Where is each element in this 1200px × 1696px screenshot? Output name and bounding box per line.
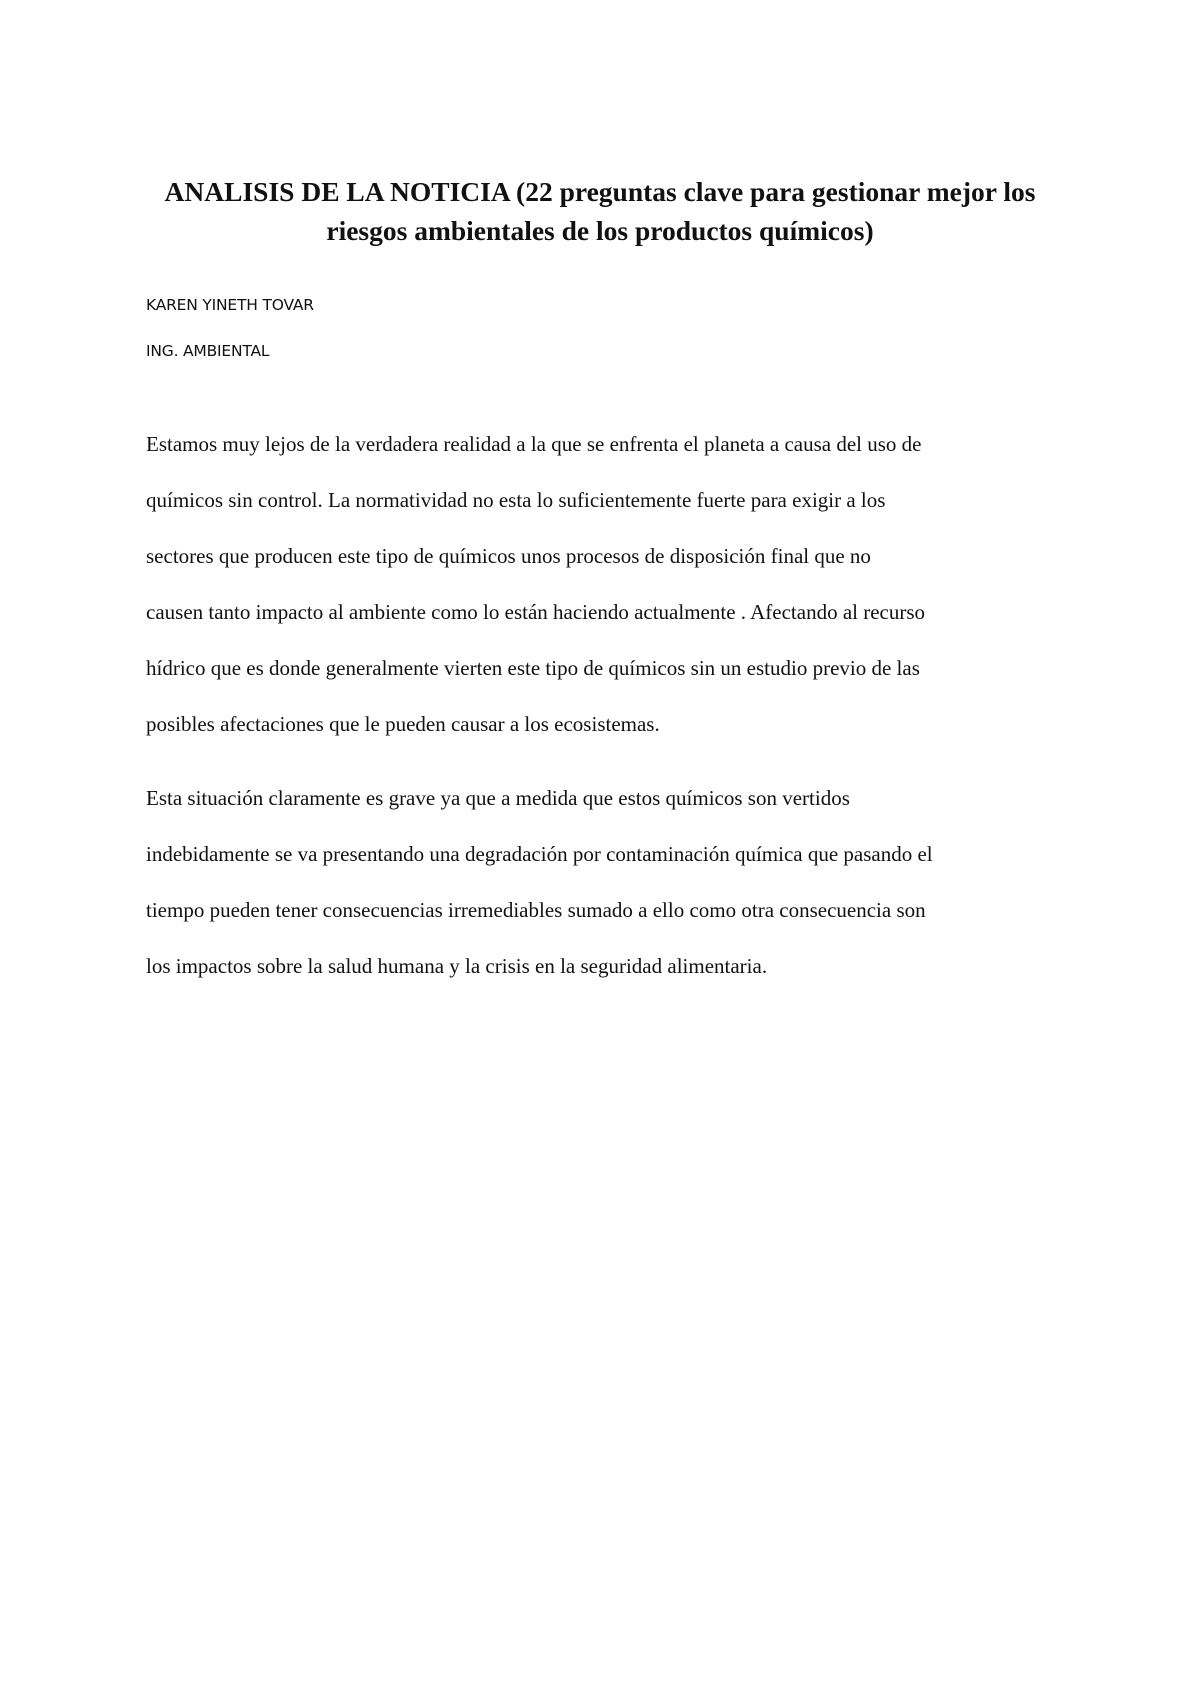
title-line: ANALISIS DE LA NOTICIA (22 preguntas clave para gestionar mejor los	[164, 176, 1036, 207]
body-paragraph	[146, 770, 1066, 994]
paragraph-line: indebidamente se va presentando una degradación por contaminación química que pasando el	[146, 842, 933, 866]
paragraph-line: posibles afectaciones que le pueden causar a los ecosistemas.	[146, 712, 660, 736]
paragraph-line: químicos sin control. La normatividad no esta lo suficientemente fuerte para exigir a los	[146, 488, 886, 512]
author-degree: ING. AMBIENTAL	[146, 342, 270, 360]
paragraph-line: Estamos muy lejos de la verdadera realidad a la que se enfrenta el planeta a causa del uso de	[146, 432, 922, 456]
document-title	[130, 172, 1070, 250]
paragraph-line: tiempo pueden tener consecuencias irremediables sumado a ello como otra consecuencia son	[146, 898, 926, 922]
paragraph-line: causen tanto impacto al ambiente como lo están haciendo actualmente . Afectando al recurso	[146, 600, 926, 624]
paragraph-line: sectores que producen este tipo de químicos unos procesos de disposición final que no	[146, 544, 871, 568]
author-name: KAREN YINETH TOVAR	[146, 296, 314, 314]
paragraph-line: los impactos sobre la salud humana y la crisis en la seguridad alimentaria.	[146, 954, 768, 978]
paragraph-line: hídrico que es donde generalmente vierten este tipo de químicos sin un estudio previo de las	[146, 656, 920, 680]
body-paragraph	[146, 416, 1066, 752]
title-line: riesgos ambientales de los productos químicos)	[326, 215, 874, 246]
paragraph-line: Esta situación claramente es grave ya que a medida que estos químicos son vertidos	[146, 786, 850, 810]
